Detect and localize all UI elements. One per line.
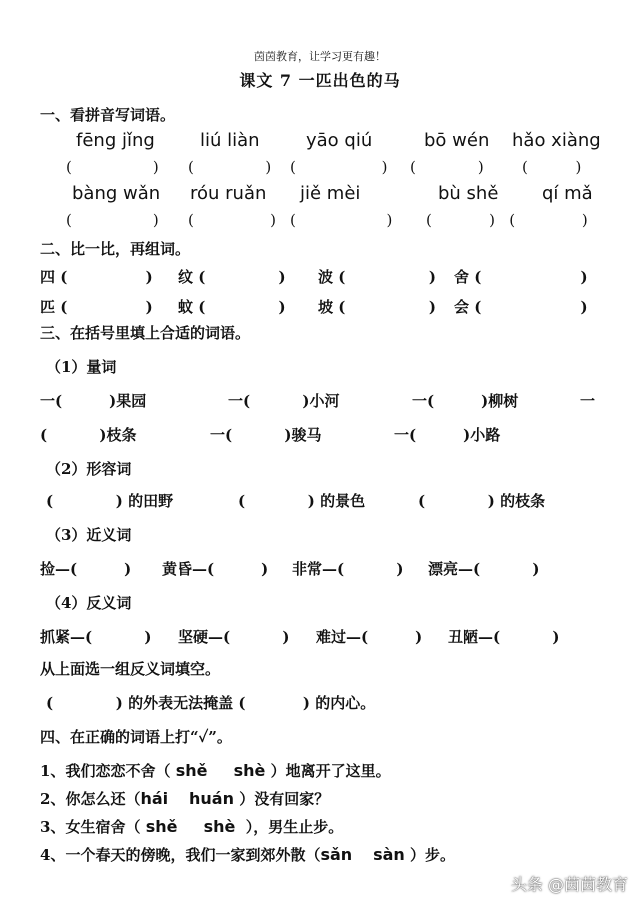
check-item-3: 3、女生宿舍（ shě shè ），男生止步。 xyxy=(40,817,344,836)
page-title: 课文 7 一匹出色的马 xyxy=(239,71,401,90)
check-item-1: 1、我们恋恋不舍（ shě shè ）地离开了这里。 xyxy=(40,761,391,780)
compare-row-2 xyxy=(40,296,153,317)
antonym-2: 坚硬—( ) xyxy=(178,628,290,646)
answer-blank[interactable]: ( ) xyxy=(193,298,286,316)
answer-blank[interactable]: ( ) xyxy=(333,268,436,286)
option-a[interactable]: hái xyxy=(140,789,169,808)
adjective-3: ( ) 的枝条 xyxy=(418,492,546,510)
sub-heading-adjective: （2）形容词 xyxy=(46,460,132,478)
answer-blank[interactable]: ( ) xyxy=(469,298,588,316)
measure-line-1a: 一( )果园 xyxy=(40,392,147,410)
pinyin-1: fēng jǐng xyxy=(76,130,155,151)
option-b[interactable]: shè xyxy=(233,761,266,780)
pinyin-2: liú liàn xyxy=(200,130,260,151)
char: 会 xyxy=(454,298,470,316)
char: 匹 xyxy=(40,298,56,316)
check-item-4: 4、一个春天的傍晚，我们一家到郊外散（sǎn sàn ）步。 xyxy=(40,845,456,864)
pinyin-3: yāo qiú xyxy=(306,130,373,151)
compare-cell xyxy=(318,266,436,287)
measure-line-2c: 一( )小路 xyxy=(394,426,501,444)
compare-cell xyxy=(454,266,588,287)
section-2-heading: 二、比一比，再组词。 xyxy=(40,240,191,258)
adjective-1: ( ) 的田野 xyxy=(46,492,174,510)
option-b[interactable]: huán xyxy=(189,789,234,808)
answer-blank[interactable]: ( ) xyxy=(55,268,153,286)
char: 蚊 xyxy=(178,298,194,316)
option-a[interactable]: sǎn xyxy=(320,845,353,864)
synonym-3: 非常—( ) xyxy=(292,560,404,578)
antonym-1: 抓紧—( ) xyxy=(40,628,152,646)
sub-heading-synonym: （3）近义词 xyxy=(46,526,132,544)
answer-blank[interactable]: ( ) xyxy=(188,158,272,176)
sub-heading-antonym: （4）反义词 xyxy=(46,594,132,612)
answer-blank[interactable]: ( ) ( ) xyxy=(426,211,588,229)
antonym-fill-sentence: ( ) 的外表无法掩盖 ( ) 的内心。 xyxy=(46,694,376,712)
measure-line-1b: 一( )小河 xyxy=(228,392,340,410)
answer-blank[interactable]: ( ) xyxy=(410,158,484,176)
answer-blank[interactable]: ( ) xyxy=(469,268,588,286)
pinyin-9: bù shě xyxy=(438,183,499,204)
measure-line-2a: ( )枝条 xyxy=(40,426,137,444)
option-a[interactable]: shě xyxy=(145,817,178,836)
pinyin-10: qí mǎ xyxy=(542,183,593,204)
option-b[interactable]: sàn xyxy=(373,845,405,864)
answer-blank[interactable]: ( ) xyxy=(193,268,286,286)
antonym-4: 丑陋—( ) xyxy=(448,628,560,646)
section-3-heading: 三、在括号里填上合适的词语。 xyxy=(40,324,251,342)
answer-blank[interactable]: ( ) xyxy=(290,211,393,229)
char: 坡 xyxy=(318,298,334,316)
char: 四 xyxy=(40,268,56,286)
measure-line-1d: 一 xyxy=(580,392,596,410)
compare-cell xyxy=(318,296,436,317)
pinyin-6: bàng wǎn xyxy=(72,183,161,204)
compare-cell xyxy=(178,266,286,287)
tagline: 茵茵教育，让学习更有趣！ xyxy=(254,50,386,63)
antonym-3: 难过—( ) xyxy=(316,628,423,646)
answer-blank[interactable]: ( ) xyxy=(290,158,388,176)
char: 舍 xyxy=(454,268,470,286)
section-4-heading: 四、在正确的词语上打“✓”。 xyxy=(40,728,232,746)
char: 波 xyxy=(318,268,334,286)
answer-blank[interactable]: ( ) xyxy=(333,298,436,316)
adjective-2: ( ) 的景色 xyxy=(238,492,366,510)
antonym-fill-instruction: 从上面选一组反义词填空。 xyxy=(40,660,221,678)
answer-blank[interactable]: ( ) xyxy=(66,158,159,176)
measure-line-1c: 一( )柳树 xyxy=(412,392,519,410)
pinyin-4: bō wén xyxy=(424,130,490,151)
measure-line-2b: 一( )骏马 xyxy=(210,426,322,444)
answer-blank[interactable]: ( ) xyxy=(522,158,582,176)
answer-blank[interactable]: ( ) xyxy=(66,211,159,229)
pinyin-5: hǎo xiàng xyxy=(512,130,601,151)
synonym-2: 黄昏—( ) xyxy=(162,560,269,578)
sub-heading-measure: （1）量词 xyxy=(46,358,117,376)
section-1-heading: 一、看拼音写词语。 xyxy=(40,106,176,124)
option-a[interactable]: shě xyxy=(175,761,208,780)
compare-cell xyxy=(454,296,588,317)
answer-blank[interactable]: ( ) xyxy=(55,298,153,316)
option-b[interactable]: shè xyxy=(203,817,236,836)
watermark: 头条 @茵茵教育 xyxy=(510,875,628,894)
synonym-4: 漂亮—( ) xyxy=(428,560,540,578)
check-item-2: 2、你怎么还（hái huán ）没有回家？ xyxy=(40,789,330,808)
pinyin-7: róu ruǎn xyxy=(190,183,267,204)
compare-row-1 xyxy=(40,266,153,287)
compare-cell xyxy=(178,296,286,317)
char: 纹 xyxy=(178,268,194,286)
synonym-1: 捡—( ) xyxy=(40,560,132,578)
answer-blank[interactable]: ( ) xyxy=(188,211,276,229)
pinyin-8: jiě mèi xyxy=(300,183,361,204)
